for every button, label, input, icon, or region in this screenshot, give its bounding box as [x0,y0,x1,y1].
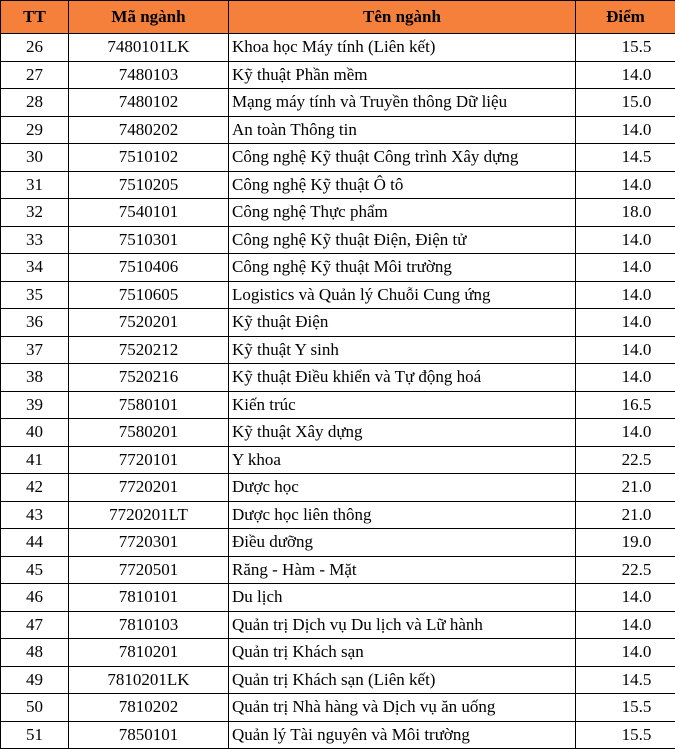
row-tt: 48 [1,639,69,667]
row-code: 7720501 [69,556,229,584]
header-score: Điểm [576,1,675,34]
row-name: Logistics và Quản lý Chuỗi Cung ứng [229,281,576,309]
table-row [1,144,675,172]
row-score: 21.0 [576,501,675,529]
table-row [1,336,675,364]
table-row [1,556,675,584]
row-tt: 30 [1,144,69,172]
row-score: 14.0 [576,171,675,199]
table-row [1,391,675,419]
row-tt: 38 [1,364,69,392]
row-tt: 29 [1,116,69,144]
row-name: Công nghệ Kỹ thuật Công trình Xây dựng [229,144,576,172]
row-score: 21.0 [576,474,675,502]
row-name: Dược học [229,474,576,502]
row-tt: 33 [1,226,69,254]
row-score: 14.0 [576,61,675,89]
row-code: 7520216 [69,364,229,392]
row-name: Mạng máy tính và Truyền thông Dữ liệu [229,89,576,117]
table-row [1,199,675,227]
row-code: 7810103 [69,611,229,639]
row-tt: 37 [1,336,69,364]
row-tt: 44 [1,529,69,557]
table-row [1,529,675,557]
row-name: Điều dưỡng [229,529,576,557]
table-row [1,639,675,667]
row-tt: 32 [1,199,69,227]
table-row [1,721,675,749]
row-name: Y khoa [229,446,576,474]
table-row [1,474,675,502]
row-name: Kiến trúc [229,391,576,419]
table-row [1,364,675,392]
table-row [1,171,675,199]
row-name: Quản trị Khách sạn [229,639,576,667]
table-row [1,116,675,144]
row-tt: 40 [1,419,69,447]
row-name: Khoa học Máy tính (Liên kết) [229,34,576,62]
row-code: 7510205 [69,171,229,199]
row-score: 14.0 [576,336,675,364]
row-name: Quản trị Nhà hàng và Dịch vụ ăn uống [229,694,576,722]
row-tt: 39 [1,391,69,419]
row-score: 22.5 [576,446,675,474]
table-row [1,666,675,694]
row-score: 14.0 [576,639,675,667]
row-tt: 31 [1,171,69,199]
table-row [1,89,675,117]
row-code: 7810201LK [69,666,229,694]
row-score: 15.5 [576,694,675,722]
row-tt: 49 [1,666,69,694]
row-score: 16.5 [576,391,675,419]
row-score: 14.5 [576,666,675,694]
row-tt: 41 [1,446,69,474]
row-tt: 34 [1,254,69,282]
row-score: 14.0 [576,584,675,612]
row-code: 7810202 [69,694,229,722]
row-code: 7510605 [69,281,229,309]
table-body [1,34,675,749]
row-score: 14.0 [576,226,675,254]
table-row [1,61,675,89]
row-score: 18.0 [576,199,675,227]
row-score: 14.5 [576,144,675,172]
row-name: Kỹ thuật Điều khiển và Tự động hoá [229,364,576,392]
table-row [1,584,675,612]
row-name: Kỹ thuật Y sinh [229,336,576,364]
row-name: Quản lý Tài nguyên và Môi trường [229,721,576,749]
row-code: 7480202 [69,116,229,144]
row-score: 14.0 [576,116,675,144]
table-row [1,694,675,722]
row-code: 7720201LT [69,501,229,529]
row-name: Kỹ thuật Phần mềm [229,61,576,89]
row-name: Kỹ thuật Điện [229,309,576,337]
row-name: Kỹ thuật Xây dựng [229,419,576,447]
row-tt: 36 [1,309,69,337]
header-tt: TT [1,1,69,34]
row-name: Quản trị Dịch vụ Du lịch và Lữ hành [229,611,576,639]
row-tt: 43 [1,501,69,529]
row-name: Công nghệ Kỹ thuật Môi trường [229,254,576,282]
row-score: 14.0 [576,309,675,337]
table-row [1,34,675,62]
row-name: Công nghệ Kỹ thuật Ô tô [229,171,576,199]
header-code: Mã ngành [69,1,229,34]
row-score: 14.0 [576,364,675,392]
table-row [1,281,675,309]
row-tt: 51 [1,721,69,749]
row-code: 7810101 [69,584,229,612]
row-name: Công nghệ Kỹ thuật Điện, Điện tử [229,226,576,254]
row-code: 7720301 [69,529,229,557]
row-tt: 42 [1,474,69,502]
row-tt: 45 [1,556,69,584]
row-name: Du lịch [229,584,576,612]
row-code: 7720201 [69,474,229,502]
row-tt: 47 [1,611,69,639]
row-score: 15.5 [576,721,675,749]
row-code: 7720101 [69,446,229,474]
row-score: 15.0 [576,89,675,117]
row-score: 22.5 [576,556,675,584]
row-code: 7580101 [69,391,229,419]
row-name: Công nghệ Thực phẩm [229,199,576,227]
row-tt: 35 [1,281,69,309]
row-code: 7520201 [69,309,229,337]
row-name: Răng - Hàm - Mặt [229,556,576,584]
row-name: An toàn Thông tin [229,116,576,144]
row-code: 7810201 [69,639,229,667]
row-tt: 28 [1,89,69,117]
table-row [1,254,675,282]
row-code: 7520212 [69,336,229,364]
table-row [1,611,675,639]
row-code: 7540101 [69,199,229,227]
table-row [1,446,675,474]
table-row [1,419,675,447]
row-code: 7480103 [69,61,229,89]
table-row [1,309,675,337]
row-code: 7580201 [69,419,229,447]
row-code: 7510301 [69,226,229,254]
row-tt: 26 [1,34,69,62]
row-score: 15.5 [576,34,675,62]
row-tt: 50 [1,694,69,722]
row-code: 7850101 [69,721,229,749]
row-name: Quản trị Khách sạn (Liên kết) [229,666,576,694]
header-row [1,1,675,34]
row-code: 7480102 [69,89,229,117]
row-score: 19.0 [576,529,675,557]
row-score: 14.0 [576,281,675,309]
row-code: 7510406 [69,254,229,282]
row-score: 14.0 [576,254,675,282]
table-header [1,1,675,34]
row-score: 14.0 [576,419,675,447]
header-name: Tên ngành [229,1,576,34]
table-row [1,501,675,529]
row-score: 14.0 [576,611,675,639]
row-name: Dược học liên thông [229,501,576,529]
row-tt: 27 [1,61,69,89]
row-code: 7510102 [69,144,229,172]
table-row [1,226,675,254]
row-tt: 46 [1,584,69,612]
row-code: 7480101LK [69,34,229,62]
